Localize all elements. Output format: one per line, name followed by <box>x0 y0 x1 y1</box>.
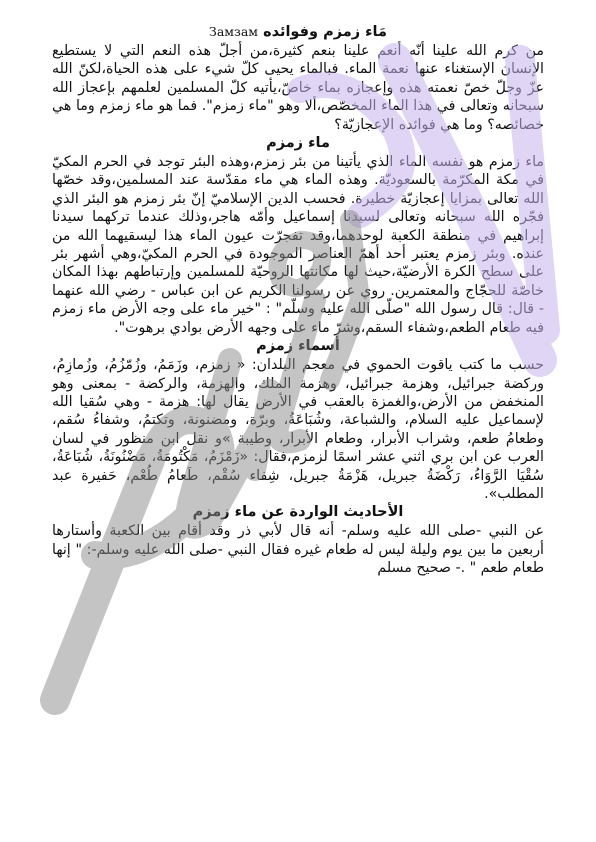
section-body-zamzam-names: حسب ما كتب ياقوت الحموي في معجم البلدان: « زمزم، وزَمَمُ، وزُمّزُمُ، وزُمازِمُ، وركضة جبرائيل، وهزمة جبرائيل، وهزمة الملك، والهزمة، والركضة - بمعنى وهو المنخفض من الأرض،والغمزة بالعقب في الأرض يقال لها: هزمة - وهي سُقيا الله لإسماعيل عليه السلام، والشباعة، وشُبَاعَةُ، وبرّة، ومضنونة، وتكتمُ، وشفاءُ سُقم، وطعامُ طعم، وشراب الأبرار، وطعام الأبرار، وطيبة »و نقل ابن منظور في لسان العرب عن ابن بري اثني عشر اسمًا لزمزم،فقال: «زَمْزَمُ، مَكْتُومَةُ، مَضْنُونَةُ، شُبَاعَةُ، سُقْيَا الرَّوَاءُ، رَكْضَةُ جبريل، هَزْمَةُ جبريل، شِفاء سُقْم، طَعامُ طُعْم، حَفيرة عبد المطلب». <box>52 357 544 502</box>
title-latin: Замзам <box>209 24 259 39</box>
section-body-zamzam-water: ماء زمزم هو نفسه الماء الذي يأتينا من بئر زمزم،وهذه البئر توجد في الحرم المكيّ في مكة المكرّمة بالسعوديّة. وهذه الماء هي ماء مقدّسة عند المسلمين،وقد خصّها الله تعالى بمزايا إعجازيّة خطيرة. فحسب الدين الإسلاميّ إنّ بئر زمزم هو البئر الذي فجّره الله سبحانه وتعالى لسيدنا إسماعيل وأمّه هاجر،وذلك عندما تركهما سيدنا إبراهيم في منطقة الكعبة لوحدهما،وقد تفجرّت عيون الماء هذا ليسقيهما الله من عنده. وبئر زمزم يعتبر أحد أهمّ العناصر الموجودة في الحرم المكيّ،وهي أشهر بئر على سطح الكرة الأرضيّة،حيث لها مكانتها الروحيّة للمسلمين وإرتباطهم بهذا المكان خاصّة للحجّاج والمعتمرين. روي عن رسولنا الكريم عن ابن عباس - رضي الله عنهما - قال: قال رسول الله "صلّى الله عليه وسلّم" : "خير ماء على وجه الأرض ماء زمزم فيه طعام الطعم،وشفاء السقم،وشرّ ماء على وجهه الأرض بوادي برهوت". <box>52 154 544 336</box>
section-heading-zamzam-names: أسماء زمزم <box>256 338 340 355</box>
section-heading-zamzam-water: ماء زمزم <box>266 135 330 152</box>
document-body <box>52 22 544 578</box>
section-heading-hadiths: الأحاديث الواردة عن ماء زمزم <box>192 504 404 521</box>
intro-paragraph: من كرم الله علينا أنّه أنعم علينا بنعم كثيرة،من أجلّ هذه النعم التي لا يستطيع الإنسان الإستغناء عنها نعمة الماء. فبالماء يحيى كلّ شيء على هذه الحياة،لكنّ الله عزّ وجلّ خصّ نعمته هذه وإعجازه بماء خاصّ،يأتيه كلّ المسلمين لعلمهم بإعجاز الله سبحانه وتعالى في هذا الماء المخصّص،ألا وهو "ماء زمزم". فما هو ماء زمزم وما هي خصائصه؟ وما هي فوائده الإعجازيّة؟ <box>52 43 544 133</box>
title-arabic: مَاء زمزم وفوائده <box>263 24 387 40</box>
section-body-hadiths: عن النبي -صلى الله عليه وسلم- أنه قال لأبي ذر وقد أقام بين الكعبة وأستارها أربعين ما بين يوم وليلة ليس له طعام غيره فقال النبي -صلى الله عليه وسلم-: " إنها طعام طعم " .- صحيح مسلم <box>52 523 544 577</box>
document-title <box>52 22 544 42</box>
